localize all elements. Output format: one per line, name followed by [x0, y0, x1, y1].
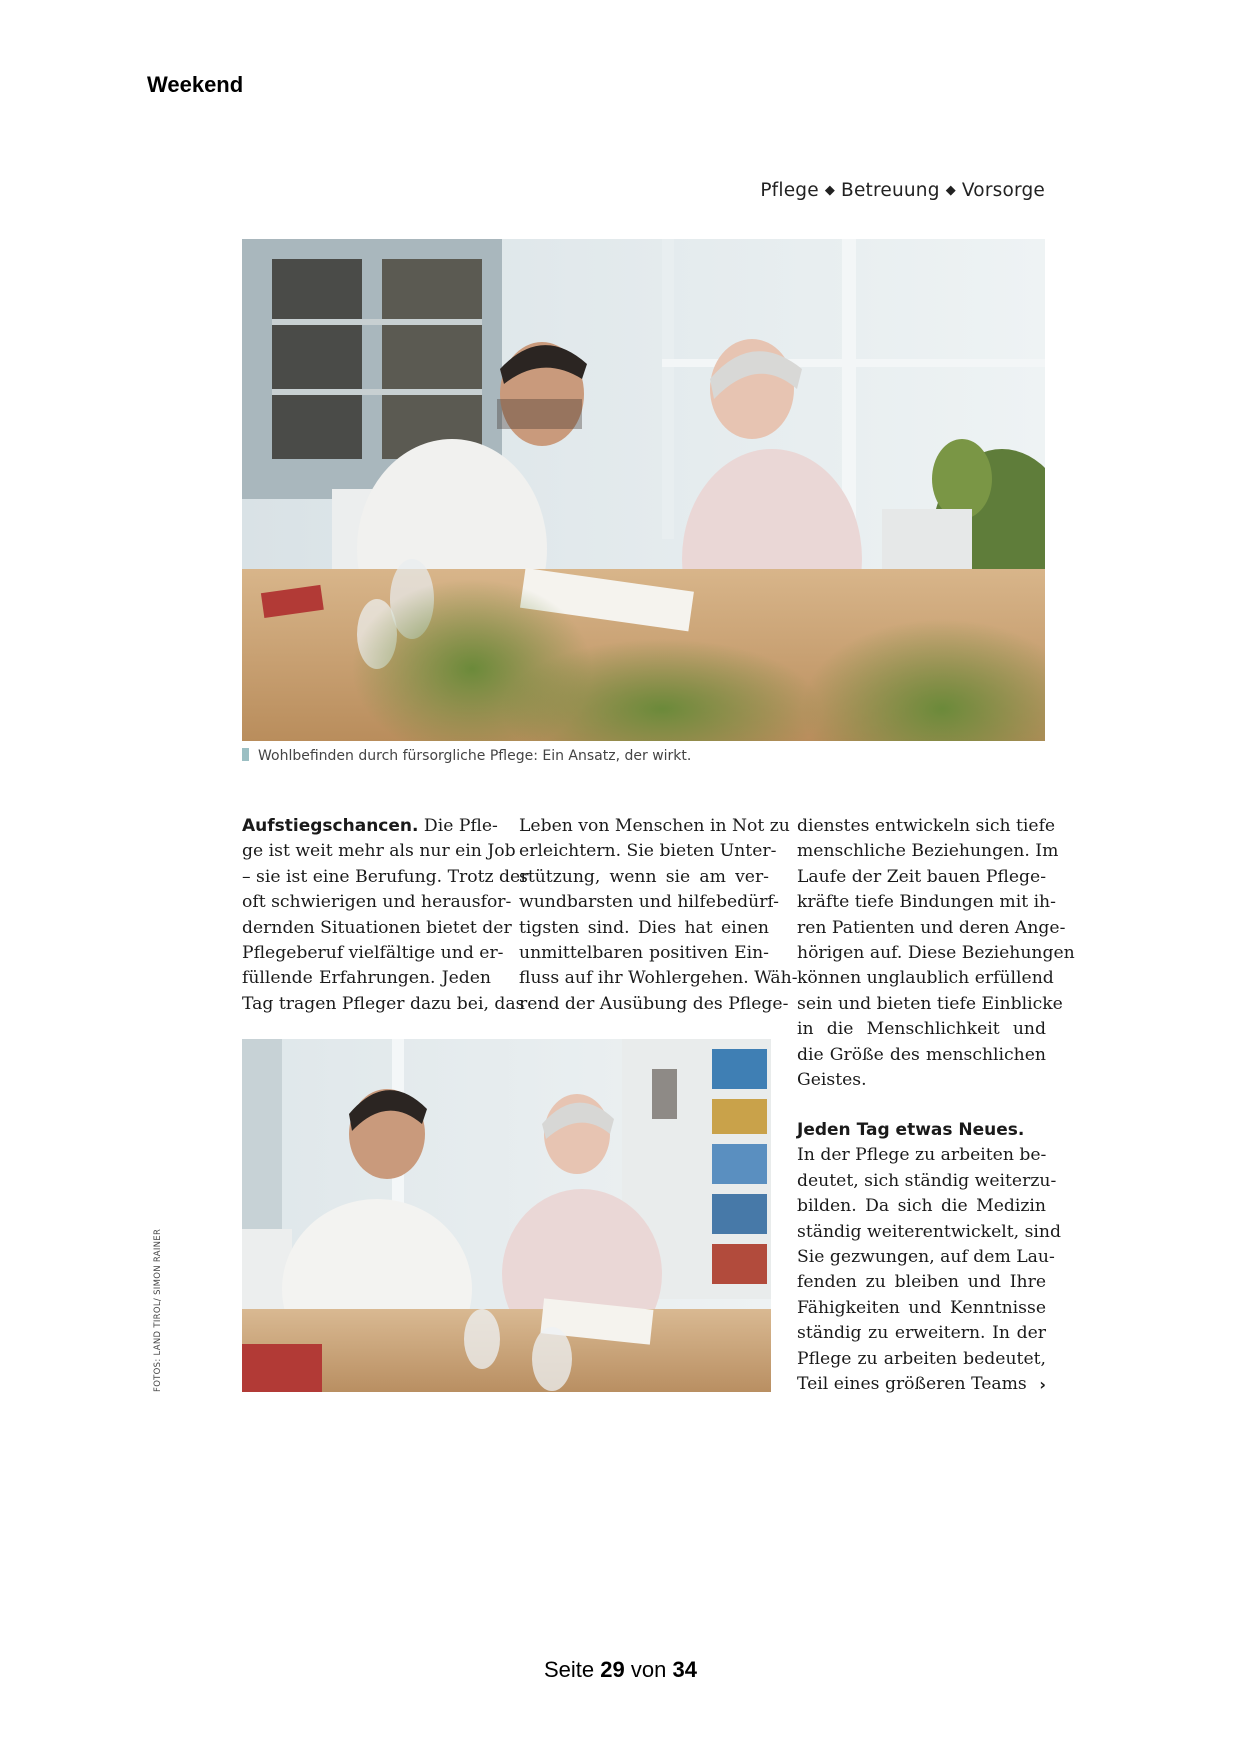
photo-caption	[242, 748, 691, 764]
text-line: ständig zu erweitern. In der	[797, 1323, 1046, 1344]
section-lead: Jeden Tag etwas Neues.	[797, 1120, 1025, 1140]
text-line	[242, 814, 498, 839]
total-pages: 34	[672, 1657, 697, 1682]
continue-arrow-icon: ›	[1039, 1374, 1046, 1394]
text-line: die Größe des menschlichen	[797, 1044, 1046, 1065]
article-column-1	[242, 814, 529, 1017]
article-section-2	[797, 1118, 1061, 1397]
page-number	[0, 1657, 1241, 1683]
text-line: Geistes.	[797, 1069, 867, 1090]
caption-text: Wohlbefinden durch fürsorgliche Pflege: Ein Ansatz, der wirkt.	[258, 748, 692, 764]
text-line: fenden zu bleiben und Ihre	[797, 1272, 1046, 1293]
text-line: Pflege zu arbeiten bedeutet,	[797, 1348, 1046, 1369]
text-line: Pflegeberuf vielfältige und er-	[242, 942, 504, 963]
text-line: – sie ist eine Berufung. Trotz der	[242, 866, 529, 887]
page-prefix: Seite	[544, 1657, 595, 1682]
text-line: In der Pflege zu arbeiten be-	[797, 1145, 1047, 1166]
text-line: ge ist weit mehr als nur ein Job	[242, 841, 516, 862]
text-line	[797, 1372, 1046, 1397]
photo-credit: FOTOS: LAND TIROL/ SIMON RAINER	[153, 1228, 163, 1392]
text-line: ren Patienten und deren Ange-	[797, 917, 1066, 938]
text-line: deutet, sich ständig weiterzu-	[797, 1170, 1057, 1191]
text-fragment: Die Pfle-	[418, 816, 498, 836]
text-line: sein und bieten tiefe Einblicke	[797, 993, 1063, 1014]
rubric-item: Pflege	[760, 180, 819, 201]
bullet-icon: ◆	[945, 183, 956, 198]
text-line: tigsten sind. Dies hat einen	[519, 917, 769, 938]
main-photo	[242, 239, 1045, 741]
text-line: dienstes entwickeln sich tiefe	[797, 816, 1056, 836]
second-photo	[242, 1039, 771, 1392]
rubric-item: Vorsorge	[961, 180, 1045, 201]
publication-title: Weekend	[147, 72, 244, 97]
text-line: füllende Erfahrungen. Jeden	[242, 968, 491, 989]
text-line: hörigen auf. Diese Beziehungen	[797, 942, 1075, 963]
text-line: Leben von Menschen in Not zu	[519, 816, 790, 836]
text-line: unmittelbaren positiven Ein-	[519, 942, 769, 963]
text-line: Tag tragen Pfleger dazu bei, das	[242, 993, 525, 1014]
text-fragment: Teil eines größeren Teams	[797, 1373, 1027, 1394]
rubric-item: Betreuung	[841, 180, 940, 201]
text-line: rend der Ausübung des Pflege-	[519, 993, 789, 1014]
text-line: Fähigkeiten und Kenntnisse	[797, 1297, 1046, 1318]
current-page: 29	[600, 1657, 625, 1682]
text-line: in die Menschlichkeit und	[797, 1019, 1046, 1040]
text-line: fluss auf ihr Wohlergehen. Wäh-	[519, 968, 798, 989]
text-line: oft schwierigen und herausfor-	[242, 892, 512, 913]
text-line: stützung, wenn sie am ver-	[519, 866, 769, 887]
text-line: dernden Situationen bietet der	[242, 917, 512, 938]
article-column-3	[797, 814, 1075, 1093]
text-line: wundbarsten und hilfebedürf-	[519, 892, 779, 913]
text-line: Sie gezwungen, auf dem Lau-	[797, 1246, 1055, 1267]
text-line: menschliche Beziehungen. Im	[797, 841, 1059, 862]
text-line: können unglaublich erfüllend	[797, 968, 1054, 989]
caption-marker	[242, 748, 249, 761]
section-heading	[797, 1118, 1046, 1143]
article-column-2	[519, 814, 798, 1017]
bullet-icon: ◆	[824, 183, 836, 198]
section-lead: Aufstiegschancen.	[242, 816, 419, 836]
text-line: erleichtern. Sie bieten Unter-	[519, 841, 777, 862]
text-line: Laufe der Zeit bauen Pflege-	[797, 866, 1046, 887]
text-line: ständig weiterentwickelt, sind	[797, 1221, 1061, 1242]
section-rubric	[760, 180, 1045, 201]
text-line: kräfte tiefe Bindungen mit ih-	[797, 892, 1056, 913]
page-separator: von	[630, 1657, 667, 1682]
text-line: bilden. Da sich die Medizin	[797, 1196, 1046, 1217]
